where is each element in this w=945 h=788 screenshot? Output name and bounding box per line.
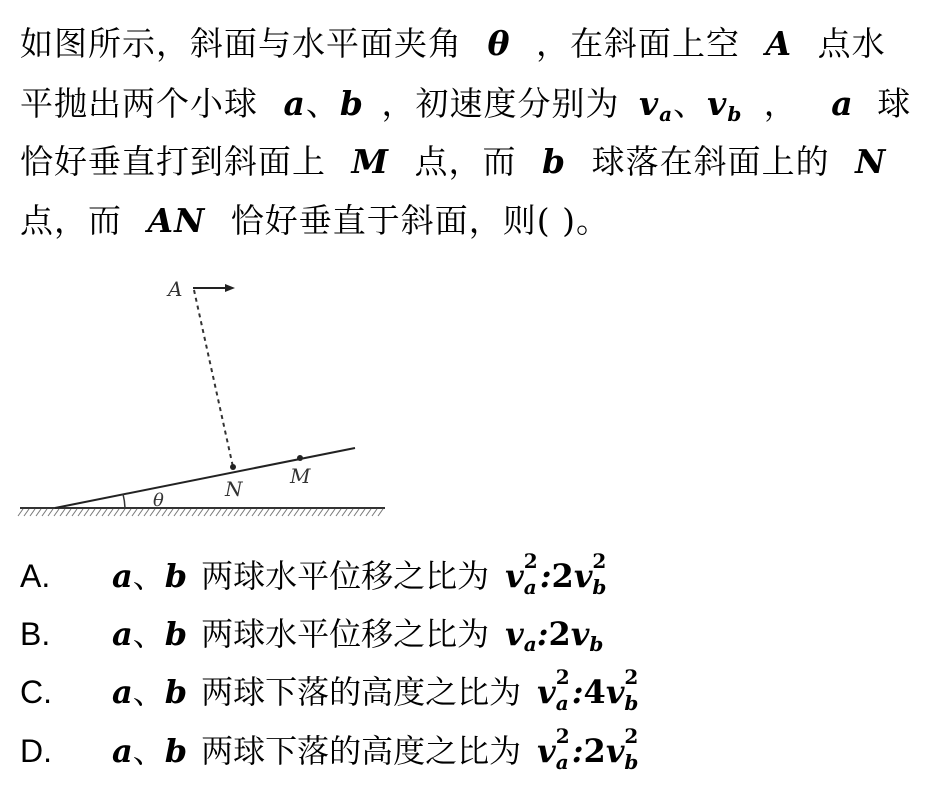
- hatch-mark: [24, 509, 29, 516]
- label-theta: θ: [153, 490, 164, 511]
- superscript-2: 2: [624, 665, 639, 689]
- symbol-v: v: [505, 615, 524, 653]
- superscript-2: 2: [555, 724, 570, 748]
- question-text: 、: [673, 84, 708, 123]
- option-separator: 、: [132, 673, 165, 711]
- option-separator: 、: [132, 615, 165, 653]
- question-text: 恰好垂直打到斜面上: [20, 142, 326, 181]
- subscript: a: [523, 632, 537, 656]
- hatch-mark: [252, 509, 257, 516]
- symbol-v: v: [605, 673, 625, 711]
- hatch-mark: [84, 509, 89, 516]
- question-line-2: [20, 84, 911, 134]
- hatch-mark: [366, 509, 371, 516]
- hatch-mark: [222, 509, 227, 516]
- hatch-mark: [138, 509, 143, 516]
- hatch-mark: [180, 509, 185, 516]
- hatch-mark: [240, 509, 245, 516]
- option-letter: B.: [20, 616, 51, 652]
- symbol-v: v: [537, 673, 556, 711]
- power-subscript: [624, 665, 640, 715]
- option-b[interactable]: [20, 614, 603, 664]
- arrow-head: [225, 284, 235, 292]
- question-text: 点水: [817, 24, 886, 63]
- symbol-v: v: [505, 557, 524, 595]
- symbol-b: b: [164, 673, 188, 711]
- hatch-mark: [324, 509, 329, 516]
- symbol-v: v: [638, 84, 660, 123]
- question-line-3: [20, 142, 886, 182]
- superscript-2: 2: [592, 549, 607, 573]
- hatch-mark: [96, 509, 101, 516]
- hatch-mark: [90, 509, 95, 516]
- hatch-mark: [102, 509, 107, 516]
- question-text: 恰好垂直于斜面，则( )。: [230, 201, 611, 240]
- hatch-mark: [294, 509, 299, 516]
- ratio-colon: :: [539, 557, 552, 595]
- option-d[interactable]: [20, 724, 640, 774]
- hatch-mark: [306, 509, 311, 516]
- point-N: [230, 464, 236, 470]
- subscript-b: b: [727, 102, 743, 126]
- hatch-mark: [168, 509, 173, 516]
- symbol-AN: AN: [147, 201, 206, 240]
- question-text: 点，而: [414, 142, 517, 181]
- label-M: M: [290, 464, 311, 488]
- hatch-mark: [330, 509, 335, 516]
- hatch-mark: [360, 509, 365, 516]
- option-a[interactable]: [20, 549, 608, 599]
- subscript: b: [592, 575, 607, 599]
- question-text: ，在斜面上空: [536, 24, 741, 63]
- option-letter: A.: [20, 558, 51, 594]
- option-letter: D.: [20, 733, 52, 769]
- coefficient: 2: [548, 615, 571, 653]
- power-subscript: [555, 665, 572, 715]
- question-text: 平抛出两个小球: [20, 84, 258, 123]
- symbol-v: v: [537, 732, 556, 770]
- hatch-mark: [66, 509, 71, 516]
- question-line-4: [20, 201, 610, 241]
- question-text: ，: [763, 84, 798, 123]
- option-letter: C.: [20, 674, 52, 710]
- incline-diagram: [15, 268, 405, 528]
- point-M: [297, 455, 303, 461]
- label-A: A: [168, 277, 183, 301]
- superscript-2: 2: [523, 549, 538, 573]
- hatch-mark: [204, 509, 209, 516]
- question-text: ，初速度分别为: [381, 84, 620, 123]
- hatch-mark: [264, 509, 269, 516]
- label-N: N: [225, 477, 243, 501]
- ratio-colon: :: [571, 732, 584, 770]
- hatch-mark: [372, 509, 377, 516]
- subscript: a: [555, 691, 569, 715]
- hatch-mark: [114, 509, 119, 516]
- symbol-v: v: [707, 84, 728, 123]
- symbol-a: a: [112, 615, 133, 653]
- symbol-v: v: [573, 557, 593, 595]
- symbol-b: b: [164, 732, 188, 770]
- ground-hatch-marks: [18, 509, 383, 516]
- power-subscript: [624, 724, 640, 774]
- symbol-A: A: [765, 24, 793, 63]
- question-text: 、: [305, 84, 340, 123]
- hatch-mark: [378, 509, 383, 516]
- hatch-mark: [216, 509, 221, 516]
- hatch-mark: [60, 509, 65, 516]
- symbol-a: a: [112, 557, 133, 595]
- question-text: 球落在斜面上的: [591, 142, 830, 181]
- hatch-mark: [30, 509, 35, 516]
- hatch-mark: [186, 509, 191, 516]
- symbol-N: N: [855, 142, 887, 181]
- option-formula: [537, 724, 640, 774]
- symbol-b: b: [164, 557, 188, 595]
- symbol-a: a: [112, 673, 133, 711]
- hatch-mark: [126, 509, 131, 516]
- symbol-b: b: [542, 142, 567, 181]
- hatch-mark: [234, 509, 239, 516]
- hatch-mark: [54, 509, 59, 516]
- hatch-mark: [144, 509, 149, 516]
- option-text: 两球水平位移之比为: [201, 615, 490, 653]
- power-subscript: [592, 549, 608, 599]
- hatch-mark: [276, 509, 281, 516]
- option-formula: [537, 665, 640, 715]
- hatch-mark: [120, 509, 125, 516]
- subscript: b: [624, 691, 639, 715]
- question-text: 点，而: [20, 201, 122, 240]
- dashed-perpendicular: [194, 290, 233, 467]
- hatch-mark: [228, 509, 233, 516]
- symbol-M: M: [351, 142, 390, 181]
- hatch-mark: [48, 509, 53, 516]
- option-text: 两球水平位移之比为: [201, 557, 490, 595]
- hatch-mark: [336, 509, 341, 516]
- hatch-mark: [198, 509, 203, 516]
- subscript-a: a: [659, 102, 674, 126]
- angle-arc: [123, 494, 125, 508]
- question-text: 如图所示，斜面与水平面夹角: [20, 24, 462, 63]
- coefficient: 2: [583, 732, 606, 770]
- hatch-mark: [312, 509, 317, 516]
- question-line-1: [20, 24, 886, 64]
- symbol-v: v: [605, 732, 625, 770]
- hatch-mark: [18, 509, 23, 516]
- hatch-mark: [318, 509, 323, 516]
- question-text: 球: [877, 84, 912, 123]
- hatch-mark: [288, 509, 293, 516]
- superscript-2: 2: [555, 665, 570, 689]
- subscript: b: [624, 750, 639, 774]
- hatch-mark: [342, 509, 347, 516]
- symbol-theta: θ: [487, 24, 511, 63]
- power-subscript: [523, 549, 540, 599]
- hatch-mark: [348, 509, 353, 516]
- option-text: 两球下落的高度之比为: [201, 673, 522, 711]
- hatch-mark: [300, 509, 305, 516]
- superscript-2: 2: [624, 724, 639, 748]
- symbol-a: a: [283, 84, 306, 123]
- power-subscript: [555, 724, 572, 774]
- option-separator: 、: [132, 557, 165, 595]
- hatch-mark: [270, 509, 275, 516]
- option-formula: [505, 615, 604, 656]
- symbol-a: a: [112, 732, 133, 770]
- subscript: a: [523, 575, 537, 599]
- symbol-v: v: [570, 615, 590, 653]
- ratio-colon: :: [536, 615, 549, 653]
- hatch-mark: [72, 509, 77, 516]
- hatch-mark: [108, 509, 113, 516]
- option-formula: [505, 549, 608, 599]
- hatch-mark: [42, 509, 47, 516]
- ratio-colon: :: [571, 673, 584, 711]
- option-separator: 、: [132, 732, 165, 770]
- hatch-mark: [78, 509, 83, 516]
- coefficient: 4: [583, 673, 606, 711]
- symbol-b: b: [164, 615, 188, 653]
- hatch-mark: [132, 509, 137, 516]
- hatch-mark: [174, 509, 179, 516]
- symbol-b: b: [339, 84, 364, 123]
- symbol-a: a: [831, 84, 854, 123]
- hatch-mark: [258, 509, 263, 516]
- subscript: a: [555, 750, 569, 774]
- hatch-mark: [36, 509, 41, 516]
- hatch-mark: [246, 509, 251, 516]
- hatch-mark: [354, 509, 359, 516]
- hatch-mark: [210, 509, 215, 516]
- coefficient: 2: [551, 557, 574, 595]
- option-c[interactable]: [20, 665, 640, 715]
- option-text: 两球下落的高度之比为: [201, 732, 522, 770]
- hatch-mark: [192, 509, 197, 516]
- subscript: b: [589, 632, 604, 656]
- hatch-mark: [282, 509, 287, 516]
